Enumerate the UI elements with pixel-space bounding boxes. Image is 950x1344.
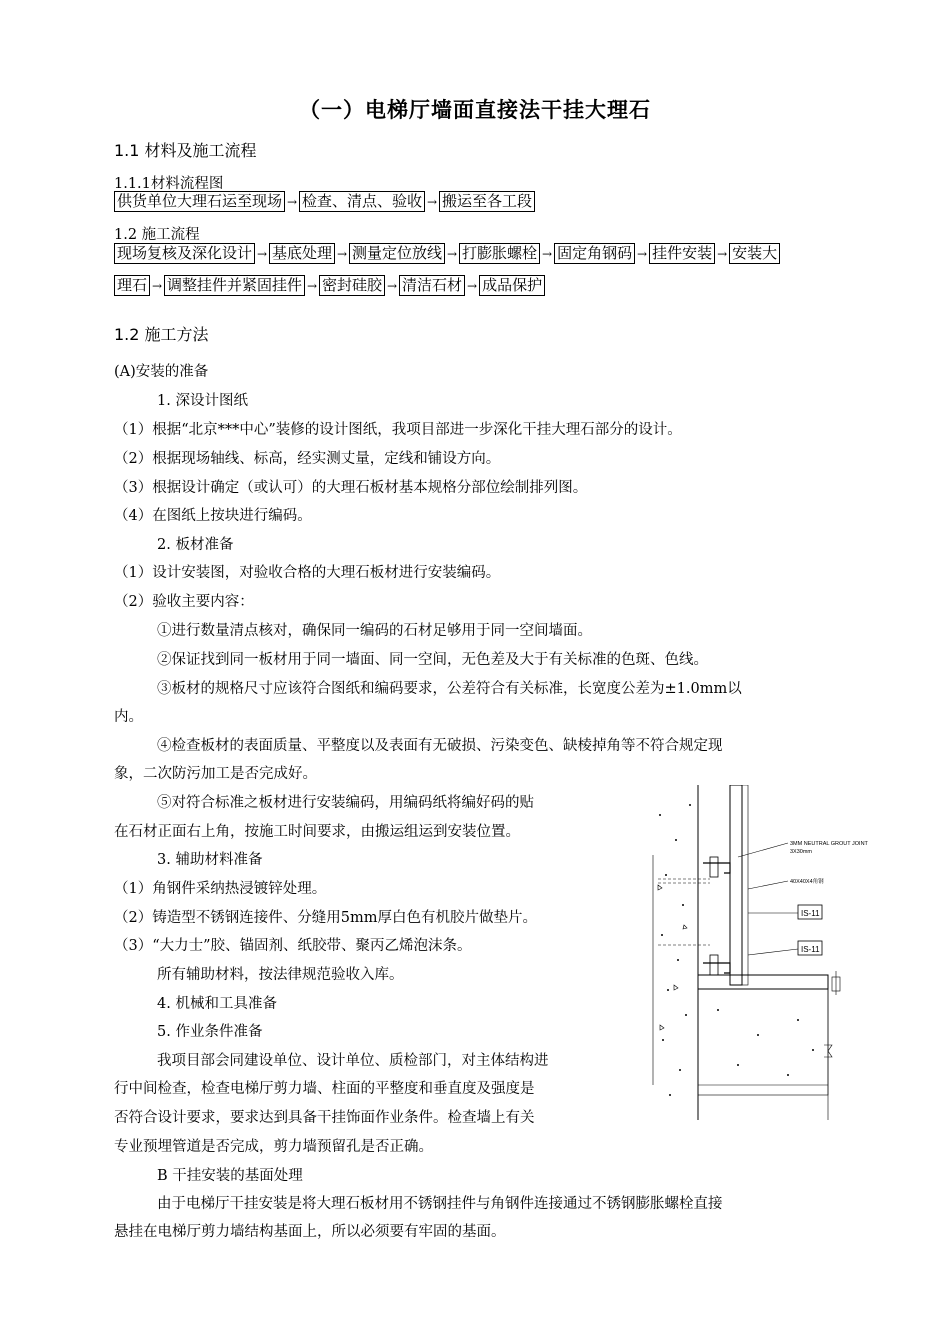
text-line: 由于电梯厅干挂安装是将大理石板材用不锈钢挂件与角钢件连接通过不锈钢膨胀螺栓直接 [157, 1196, 723, 1212]
arrow-right-icon: → [427, 194, 438, 209]
arrow-right-icon: → [151, 278, 163, 293]
text-line: （3）根据设计确定（或认可）的大理石板材基本规格分部位绘制排列图。 [114, 480, 588, 496]
arrow-right-icon: → [337, 246, 348, 261]
text-line: B 干挂安装的基面处理 [157, 1168, 303, 1184]
text-line: (A)安装的准备 [114, 364, 209, 380]
text-line: ②保证找到同一板材用于同一墙面、同一空间，无色差及大于有关标准的色斑、色线。 [157, 652, 708, 668]
text-line: 5. 作业条件准备 [157, 1024, 263, 1040]
text-line: ④检查板材的表面质量、平整度以及表面有无破损、污染变色、缺棱掉角等不符合规定现 [157, 738, 723, 754]
flow-step: 理石 [114, 275, 150, 296]
text-line: 4. 机械和工具准备 [157, 996, 277, 1012]
flow-step: 密封硅胶 [319, 275, 385, 296]
arrow-right-icon: → [637, 246, 648, 261]
flow-step: 现场复核及深化设计 [114, 243, 255, 264]
construction-flow-row-2 [114, 275, 545, 296]
arrow-right-icon: → [447, 246, 458, 261]
page-title: （一）电梯厅墙面直接法干挂大理石 [299, 98, 651, 122]
text-line: ⑤对符合标准之板材进行安装编码，用编码纸将编好码的贴 [157, 795, 534, 811]
flow-step: 供货单位大理石运至现场 [114, 191, 285, 212]
text-line: （2）验收主要内容： [114, 594, 254, 610]
flow-step: 调整挂件并紧固挂件 [164, 275, 305, 296]
text-line: 在石材正面右上角，按施工时间要求，由搬运组运到安装位置。 [114, 824, 520, 840]
upper-angle-bracket [658, 857, 730, 883]
arrow-right-icon: → [387, 278, 398, 293]
text-line: 行中间检查，检查电梯厅剪力墙、柱面的平整度和垂直度及强度是 [114, 1081, 535, 1097]
section-heading-1-1: 1.1 材料及施工流程 [114, 141, 257, 160]
arrow-right-icon: → [542, 246, 553, 261]
arrow-right-icon: → [307, 278, 318, 293]
text-line: （2）根据现场轴线、标高，经实测丈量，定线和铺设方向。 [114, 451, 501, 467]
text-line: 1. 深设计图纸 [157, 393, 248, 409]
text-line: 所有辅助材料，按法律规范验收入库。 [157, 967, 404, 983]
flow-step: 搬运至各工段 [439, 191, 535, 212]
subheading-1-2: 1.2 施工流程 [114, 227, 200, 243]
flow-step: 打膨胀螺栓 [459, 243, 540, 264]
text-line: 专业预埋管道是否完成，剪力墙预留孔是否正确。 [114, 1139, 433, 1155]
text-line: （1）根据“北京***中心”装修的设计图纸，我项目部进一步深化干挂大理石部分的设计。 [114, 422, 682, 438]
text-line: 内。 [114, 709, 143, 725]
flow-step: 检查、清点、验收 [299, 191, 425, 212]
text-line: 否符合设计要求，要求达到具备干挂饰面作业条件。检查墙上有关 [114, 1110, 535, 1126]
text-line: （2）铸造型不锈钢连接件、分缝用5mm厚白色有机胶片做垫片。 [114, 910, 537, 926]
floor-slab [698, 975, 828, 989]
marble-slab-lower [698, 989, 828, 1095]
text-line: 我项目部会同建设单位、设计单位、质检部门，对主体结构进 [157, 1053, 549, 1069]
joint-label: 3MM NEUTRAL GROUT JOINT [790, 841, 868, 847]
construction-flow-row-1 [114, 243, 780, 264]
text-line: （3）“大力士”胶、锚固剂、纸胶带、聚丙乙烯泡沫条。 [114, 938, 472, 954]
is11-tag-lower: IS-11 [801, 945, 820, 954]
text-line: ①进行数量清点核对，确保同一编码的石材足够用于同一空间墙面。 [157, 623, 592, 639]
text-line: （1）角钢件采纳热浸镀锌处理。 [114, 881, 327, 897]
text-line: 3. 辅助材料准备 [157, 852, 263, 868]
flow-step: 清洁石材 [399, 275, 465, 296]
is11-tag-upper: IS-11 [801, 909, 820, 918]
joint-sub-label: 3X30mm [790, 849, 813, 855]
wall-core [742, 785, 748, 985]
flow-step: 挂件安装 [649, 243, 715, 264]
lower-angle-bracket [658, 945, 730, 975]
flow-step: 成品保护 [479, 275, 545, 296]
text-line: （4）在图纸上按块进行编码。 [114, 508, 312, 524]
section-heading-1-2: 1.2 施工方法 [114, 325, 209, 344]
text-line: ③板材的规格尺寸应该符合图纸和编码要求，公差符合有关标准，长宽度公差为±1.0mm以 [157, 681, 742, 697]
flow-step: 基底处理 [269, 243, 335, 264]
flow-step: 安装大 [729, 243, 780, 264]
angle-steel-label: 40X40X4角钢 [790, 879, 824, 885]
flow-step: 固定角钢码 [554, 243, 635, 264]
flow-step: 测量定位放线 [349, 243, 445, 264]
text-line: 象，二次防污加工是否完成好。 [114, 766, 317, 782]
arrow-right-icon: → [256, 246, 268, 261]
arrow-right-icon: → [467, 278, 478, 293]
text-line: 悬挂在电梯厅剪力墙结构基面上，所以必须要有牢固的基面。 [114, 1224, 506, 1240]
text-line: （1）设计安装图，对验收合格的大理石板材进行安装编码。 [114, 565, 501, 581]
stone-hanging-section-diagram [648, 785, 868, 1120]
marble-slab-vertical [730, 785, 742, 985]
text-line: 2. 板材准备 [157, 537, 234, 553]
material-flow-chart [114, 191, 535, 212]
arrow-right-icon: → [286, 194, 298, 209]
arrow-right-icon: → [717, 246, 728, 261]
subheading-1-1-1: 1.1.1材料流程图 [114, 176, 224, 192]
concrete-wall-hatch [653, 785, 698, 1120]
